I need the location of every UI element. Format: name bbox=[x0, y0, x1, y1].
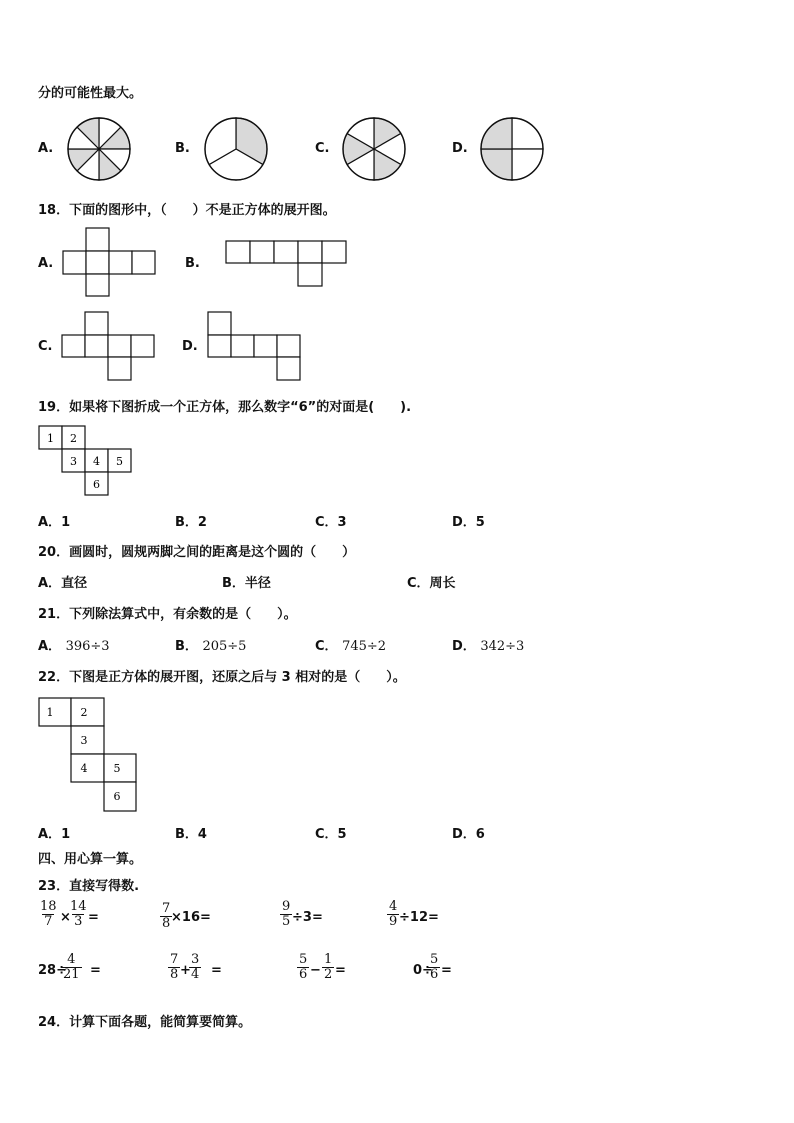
q21-option-c bbox=[315, 635, 386, 654]
expression-prefix: 28÷ bbox=[38, 963, 67, 978]
q18-net-a bbox=[63, 227, 157, 297]
spinner-c bbox=[341, 116, 407, 182]
q18-option-d-label: D. bbox=[182, 339, 198, 354]
q18-net-d bbox=[207, 311, 303, 381]
q20-stem: 20．画圆时，圆规两脚之间的距离是这个圆的（ ） bbox=[38, 545, 356, 560]
q21-option-d bbox=[452, 635, 524, 654]
q22-cell-1: 1 bbox=[46, 706, 54, 719]
numerator: 18 bbox=[40, 899, 57, 914]
q19-cell-2: 2 bbox=[70, 432, 77, 445]
fraction bbox=[280, 900, 292, 929]
option-value: 745÷2 bbox=[342, 639, 387, 654]
equals: = bbox=[441, 963, 452, 978]
option-value: 5 bbox=[337, 827, 347, 842]
q22-option-a bbox=[38, 823, 70, 842]
denominator: 9 bbox=[389, 914, 398, 929]
numerator: 1 bbox=[324, 952, 333, 967]
operator: − bbox=[310, 963, 321, 978]
q19-option-c bbox=[315, 511, 347, 530]
option-value: 1 bbox=[61, 515, 71, 530]
q18-option-c-label: C. bbox=[38, 339, 53, 354]
option-label: C． bbox=[315, 827, 338, 842]
q17-option-c-label: C. bbox=[315, 141, 330, 156]
q17-stem-tail: 分的可能性最大。 bbox=[38, 86, 143, 101]
q22-cell-6: 6 bbox=[113, 790, 121, 803]
q17-option-a-label: A. bbox=[38, 141, 54, 156]
q18-option-a-label: A. bbox=[38, 256, 54, 271]
q22-cell-2: 2 bbox=[80, 706, 88, 719]
option-label: D． bbox=[452, 827, 476, 842]
q20-option-c bbox=[407, 572, 456, 591]
numerator: 14 bbox=[70, 899, 87, 914]
spinner-b bbox=[203, 116, 269, 182]
q23-stem: 23．直接写得数. bbox=[38, 879, 140, 894]
q19-cell-3: 3 bbox=[70, 455, 77, 468]
operator: × bbox=[60, 910, 71, 925]
option-value: 周长 bbox=[429, 576, 456, 591]
option-label: A． bbox=[38, 639, 62, 654]
option-value: 205÷5 bbox=[202, 639, 247, 654]
denominator: 5 bbox=[282, 914, 291, 929]
denominator: 4 bbox=[191, 967, 200, 982]
fraction bbox=[168, 953, 180, 982]
option-label: A． bbox=[38, 576, 62, 591]
operator: + bbox=[180, 963, 191, 978]
q20-option-a bbox=[38, 572, 87, 591]
numerator: 5 bbox=[430, 952, 439, 967]
option-label: B． bbox=[222, 576, 245, 591]
q22-stem: 22．下图是正方体的展开图，还原之后与 3 相对的是（ ）。 bbox=[38, 670, 406, 685]
fraction bbox=[68, 900, 89, 929]
q17-option-d-label: D. bbox=[452, 141, 468, 156]
q24-stem: 24．计算下面各题，能简算要简算。 bbox=[38, 1015, 252, 1030]
section-4-title: 四、用心算一算。 bbox=[38, 852, 143, 867]
q19-option-a bbox=[38, 511, 70, 530]
option-label: C． bbox=[315, 515, 338, 530]
expression-tail: ÷3= bbox=[292, 910, 323, 925]
option-value: 3 bbox=[337, 515, 347, 530]
equals: = bbox=[90, 963, 101, 978]
option-label: A． bbox=[38, 515, 62, 530]
numerator: 7 bbox=[162, 901, 171, 916]
q22-net bbox=[38, 697, 138, 815]
option-value: 5 bbox=[475, 515, 485, 530]
denominator: 2 bbox=[324, 967, 333, 982]
numerator: 5 bbox=[299, 952, 308, 967]
numerator: 7 bbox=[170, 952, 179, 967]
q21-option-a bbox=[38, 635, 110, 654]
spinner-a bbox=[66, 116, 132, 182]
expression-tail: ÷12= bbox=[399, 910, 439, 925]
fraction bbox=[387, 900, 399, 929]
q22-option-d bbox=[452, 823, 485, 842]
expression-prefix: 0÷ bbox=[413, 963, 433, 978]
q19-net bbox=[38, 425, 134, 497]
denominator: 3 bbox=[74, 914, 83, 929]
spinner-d bbox=[479, 116, 545, 182]
equals: = bbox=[88, 910, 99, 925]
option-value: 4 bbox=[197, 827, 207, 842]
q22-cell-5: 5 bbox=[113, 762, 121, 775]
fraction bbox=[38, 900, 59, 929]
fraction bbox=[428, 953, 440, 982]
fraction bbox=[61, 953, 82, 982]
q18-option-b-label: B. bbox=[185, 256, 200, 271]
q19-option-d bbox=[452, 511, 485, 530]
q19-cell-4: 4 bbox=[93, 455, 100, 468]
q17-option-b-label: B. bbox=[175, 141, 190, 156]
q18-net-b bbox=[225, 240, 347, 288]
numerator: 9 bbox=[282, 899, 291, 914]
q19-cell-6: 6 bbox=[93, 478, 100, 491]
q20-option-b bbox=[222, 572, 271, 591]
option-value: 342÷3 bbox=[480, 639, 525, 654]
q22-cell-4: 4 bbox=[80, 762, 88, 775]
option-label: D． bbox=[452, 639, 476, 654]
q18-net-c bbox=[61, 311, 157, 381]
q19-stem: 19．如果将下图折成一个正方体，那么数字“6”的对面是( ). bbox=[38, 400, 412, 415]
fraction bbox=[322, 953, 334, 982]
q22-cell-3: 3 bbox=[80, 734, 88, 747]
option-label: A． bbox=[38, 827, 62, 842]
numerator: 4 bbox=[389, 899, 398, 914]
option-value: 1 bbox=[61, 827, 71, 842]
expression-tail: ×16= bbox=[171, 910, 211, 925]
denominator: 8 bbox=[162, 916, 171, 931]
option-value: 396÷3 bbox=[65, 639, 110, 654]
q21-option-b bbox=[175, 635, 246, 654]
q19-option-b bbox=[175, 511, 207, 530]
option-label: B． bbox=[175, 639, 198, 654]
numerator: 4 bbox=[67, 952, 76, 967]
q22-option-b bbox=[175, 823, 207, 842]
option-label: B． bbox=[175, 515, 198, 530]
denominator: 7 bbox=[44, 914, 53, 929]
fraction bbox=[297, 953, 309, 982]
numerator: 3 bbox=[191, 952, 200, 967]
option-value: 直径 bbox=[61, 576, 88, 591]
equals: = bbox=[335, 963, 346, 978]
option-label: D． bbox=[452, 515, 476, 530]
option-value: 6 bbox=[475, 827, 485, 842]
denominator: 8 bbox=[170, 967, 179, 982]
denominator: 6 bbox=[299, 967, 308, 982]
denominator: 6 bbox=[430, 967, 439, 982]
equals: = bbox=[211, 963, 222, 978]
q19-cell-5: 5 bbox=[116, 455, 123, 468]
option-value: 2 bbox=[197, 515, 207, 530]
option-value: 半径 bbox=[244, 576, 271, 591]
denominator: 21 bbox=[63, 967, 80, 982]
q18-stem: 18．下面的图形中，（ ）不是正方体的展开图。 bbox=[38, 203, 336, 218]
q19-cell-1: 1 bbox=[47, 432, 54, 445]
option-label: C． bbox=[315, 639, 338, 654]
option-label: B． bbox=[175, 827, 198, 842]
q22-option-c bbox=[315, 823, 347, 842]
fraction bbox=[189, 953, 201, 982]
option-label: C． bbox=[407, 576, 430, 591]
q21-stem: 21．下列除法算式中，有余数的是（ ）。 bbox=[38, 607, 297, 622]
